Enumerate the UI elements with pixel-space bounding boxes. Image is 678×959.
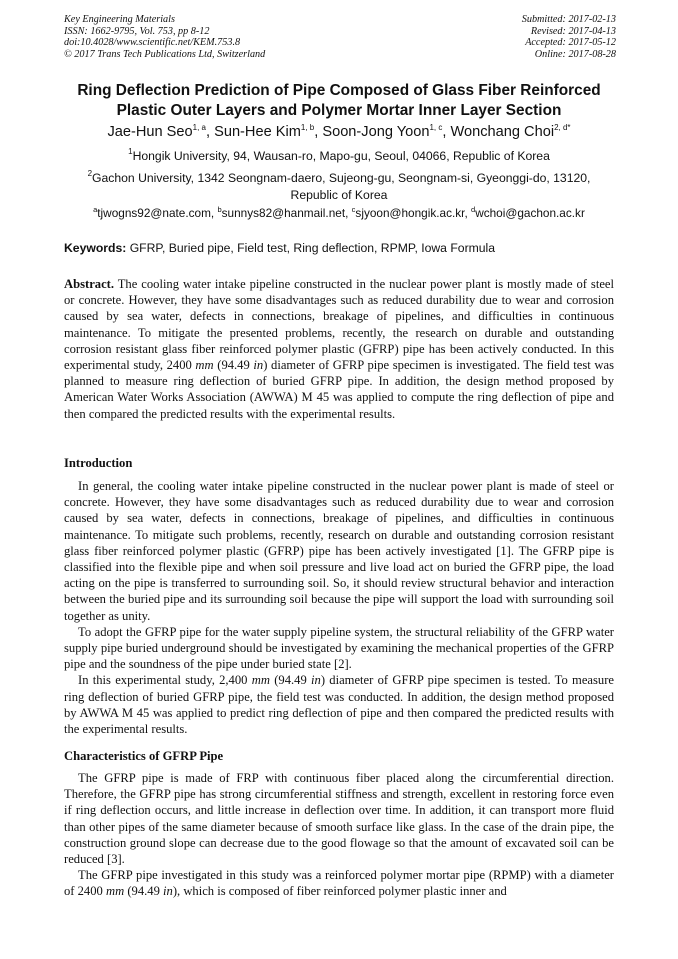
email-link[interactable]: wchoi@gachon.ac.kr <box>475 206 585 220</box>
abstract-text: The cooling water intake pipeline constructed in the nuclear power plant is mostly made of steel or concrete. However, they have some disadvantages such as reduced durability due to wear and corrosion caused by sea water, defects in connections, breakage of pipelines, and difficulties in continuous maintenance. To mitigate the presented problems, recently, the research on durable and outstanding corrosion resistant glass fiber reinforced polymer plastic (GFRP) pipe has been actively conducted. In this experimental study, 2400 <box>64 277 614 373</box>
paragraph-text: In this experimental study, 2,400 <box>78 673 248 688</box>
unit: mm <box>251 673 270 688</box>
abstract-label: Abstract. <box>64 277 115 291</box>
author-sup: 1, a <box>192 123 206 132</box>
journal-header <box>64 14 265 60</box>
unit: in <box>311 673 321 688</box>
affiliation-text: Gachon University, 1342 Seongnam-daero, Sujeong-gu, Seongnam-si, Gyeonggi-do, 13120, <box>92 171 591 185</box>
characteristics-section <box>64 770 614 900</box>
introduction-section <box>64 478 614 737</box>
issn: ISSN: 1662-9795, Vol. 753, pp 8-12 <box>64 25 210 37</box>
author-name: Jae-Hun Seo <box>107 124 193 140</box>
author-name: Wonchang Choi <box>450 124 555 140</box>
copyright: © 2017 Trans Tech Publications Ltd, Switzerland <box>64 48 266 60</box>
affiliation-text: Hongik University, 94, Wausan-ro, Mapo-gu, Seoul, 04066, Republic of Korea <box>132 149 550 163</box>
abstract-section <box>64 276 614 422</box>
keywords-text: GFRP, Buried pipe, Field test, Ring deflection, RPMP, Iowa Formula <box>129 241 496 255</box>
characteristics-heading-block <box>64 748 614 764</box>
abstract-text: ) diameter of GFRP pipe specimen is investigated. The field test was planned to measure ring deflection of buried GFRP pipe. In addition, the design method proposed by American Water Works Association (AWWA) M 45 was applied to compute the ring deflection of pipe and then compared the predicted results with the experimental results. <box>64 358 614 421</box>
abstract-text: (94.49 <box>217 358 250 373</box>
paragraph-text: (94.49 <box>127 884 160 899</box>
email-link[interactable]: sunnys82@hanmail.net, <box>221 206 349 220</box>
paragraph <box>64 867 614 899</box>
introduction-heading-block <box>64 455 614 471</box>
email-link[interactable]: sjyoon@hongik.ac.kr, <box>355 206 468 220</box>
unit: mm <box>195 358 214 373</box>
email-sup: b <box>217 205 222 214</box>
unit: mm <box>105 884 125 899</box>
email-sup: c <box>351 205 356 214</box>
email-list <box>30 205 648 221</box>
paragraph-text: ), which is composed of fiber reinforced polymer plastic inner and <box>172 884 507 899</box>
title-line-2: Plastic Outer Layers and Polymer Mortar Inner Layer Section <box>116 102 562 119</box>
affiliation-sup: 1 <box>128 147 133 156</box>
author-list: Jae-Hun Seo$^{1, a}$, Sun-Hee Kim$^{1, b}$, Soon-Jong Yoon$^{1, c}$, Wonchang Choi$^{2, d*}$ <box>107 123 571 140</box>
email-sup: d <box>471 205 476 214</box>
author-sup: 1, c <box>429 123 443 132</box>
paragraph-text: The GFRP pipe investigated in this study was a reinforced polymer mortar pipe (RPMP) with a diameter of 2400 <box>64 868 614 899</box>
journal-name: Key Engineering Materials <box>64 14 175 25</box>
section-heading: Introduction <box>64 456 133 470</box>
unit: in <box>253 358 264 373</box>
email-sup: a <box>93 205 98 214</box>
author-sup: 2, d* <box>554 123 571 132</box>
title-line-1: Ring Deflection Prediction of Pipe Composed of Glass Fiber Reinforced <box>77 82 601 99</box>
abstract-paragraph <box>64 276 614 422</box>
paper-title <box>40 81 638 121</box>
author-name: Soon-Jong Yoon <box>322 124 430 140</box>
affiliation-1 <box>40 148 638 165</box>
paragraph-text: (94.49 <box>274 673 307 688</box>
affiliation-text: Republic of Korea <box>290 188 388 202</box>
paragraph-text: ) diameter of GFRP pipe specimen is tested. To measure ring deflection of buried GFRP pipe, the field test was conducted. In addition, the design method proposed by AWWA M 45 was applied to predict ring deflection of pipe and then compared the predicted results with the experimental results. <box>64 673 615 737</box>
email-link[interactable]: tjwogns92@nate.com, <box>97 206 215 220</box>
paragraph: The GFRP pipe is made of FRP with continuous fiber placed along the circumferential direction. Therefore, the GFRP pipe has strong circumferential stiffness and strength, excellent in restoring force even if ring deflection occurs, and little increase in deflection over time. In addition, it can transport more fluid than other pipes of the same diameter because of smooth surface like glass. In the case of the drain pipe, the construction ground slope can decrease due to the good flowage so that the amount of excavated soil can be reduced [3]. <box>64 771 614 867</box>
affiliation-2 <box>40 170 638 204</box>
revised-date: Revised: 2017-04-13 <box>530 25 616 37</box>
submitted-date: Submitted: 2017-02-13 <box>521 14 616 25</box>
doi: doi:10.4028/www.scientific.net/KEM.753.8 <box>64 37 241 49</box>
paragraph <box>64 672 614 737</box>
keywords <box>64 240 495 256</box>
paragraph: In general, the cooling water intake pipeline constructed in the nuclear power plant is made of steel or concrete. However, they have some disadvantages such as reduced durability due to wear and corrosion caused by sea water, defects in connections, breakage of pipelines, and difficulties in continuous maintenance. To mitigate such problems, recently, research on durable and outstanding corrosion resistant glass fiber reinforced polymer plastic (GFRP) pipe has been actively investigated [1]. The GFRP pipe is classified into the flexible pipe and when soil pressure and live load act on buried the GFRP pipe, the load acting on the pipe is transferred to surrounding soil. So, it should review structural behavior and interaction between the buried pipe and its surrounding soil because the pipe will support the load with surrounding soil together as unity. <box>64 479 614 623</box>
dates-header <box>522 14 616 60</box>
author-name: Sun-Hee Kim <box>214 124 301 140</box>
online-date: Online: 2017-08-28 <box>534 48 616 60</box>
section-heading: Characteristics of GFRP Pipe <box>64 749 224 763</box>
unit: in <box>163 884 173 899</box>
paragraph: To adopt the GFRP pipe for the water supply pipeline system, the structural reliability of the GFRP water supply pipe buried underground should be investigated by examining the mechanical properties of the GFRP pipe and the soundness of the pipe under buried state [2]. <box>64 624 614 672</box>
affiliation-sup: 2 <box>87 169 93 178</box>
author-sup: 1, b <box>300 123 315 132</box>
keywords-label: Keywords: <box>64 241 127 255</box>
accepted-date: Accepted: 2017-05-12 <box>525 37 616 49</box>
